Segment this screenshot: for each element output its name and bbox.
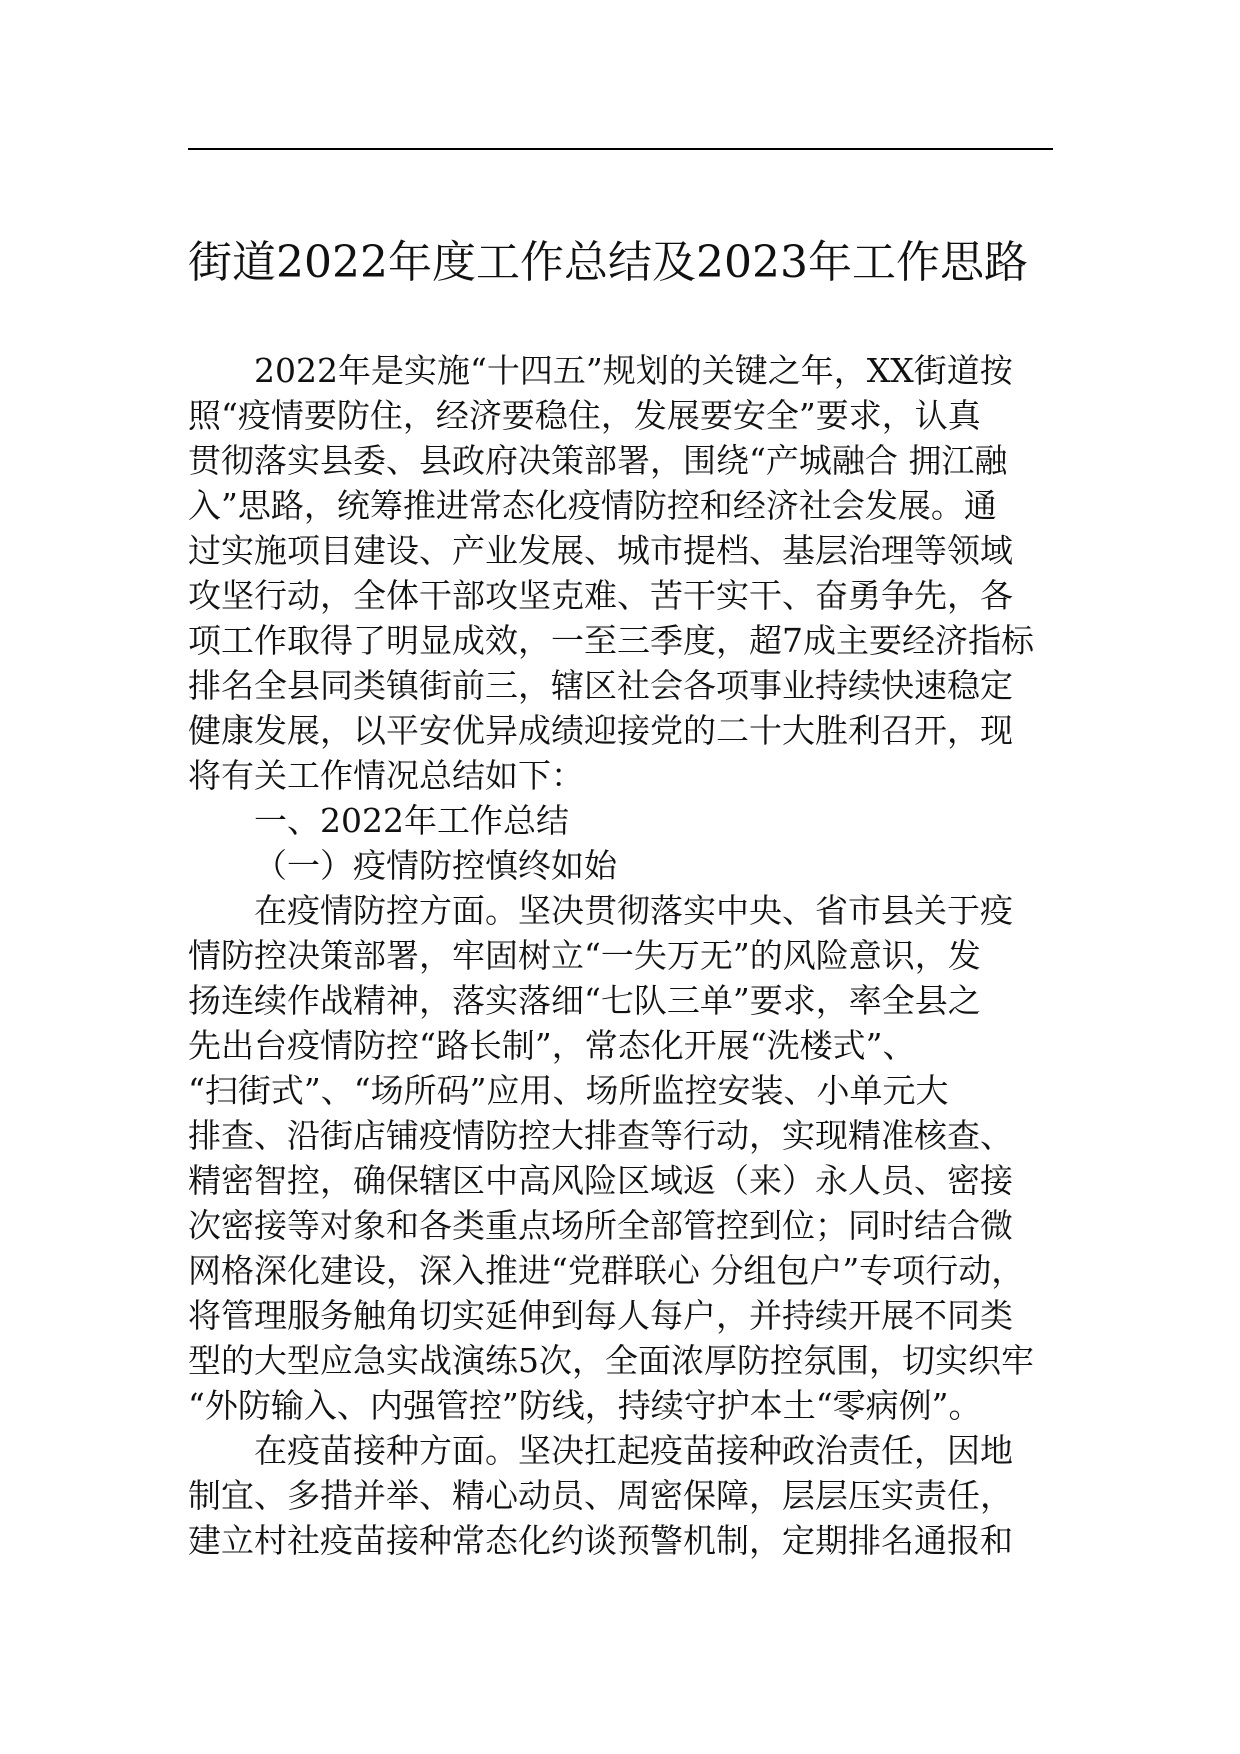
body-line: 在疫苗接种方面。坚决扛起疫苗接种政治责任，因地 — [254, 1431, 1013, 1470]
body-line: 项工作取得了明显成效，一至三季度，超7成主要经济指标 — [188, 621, 1034, 660]
body-line: 扬连续作战精神，落实落细“七队三单”要求，率全县之 — [188, 981, 981, 1020]
document-body — [188, 348, 1068, 1563]
body-line: 制宜、多措并举、精心动员、周密保障，层层压实责任， — [188, 1476, 1013, 1515]
document-title: 街道2022年度工作总结及2023年工作思路 — [188, 237, 1028, 288]
body-line: 将有关工作情况总结如下： — [188, 756, 584, 795]
body-line: 次密接等对象和各类重点场所全部管控到位；同时结合微 — [188, 1206, 1013, 1245]
body-line: 过实施项目建设、产业发展、城市提档、基层治理等领域 — [188, 531, 1013, 570]
body-line: （一）疫情防控慎终如始 — [254, 846, 617, 885]
header-rule — [188, 148, 1053, 150]
body-line: 精密智控，确保辖区中高风险区域返（来）永人员、密接 — [188, 1161, 1013, 1200]
body-line: 网格深化建设，深入推进“党群联心 分组包户”专项行动， — [188, 1251, 1025, 1290]
body-line: “外防输入、内强管控”防线，持续守护本土“零病例”。 — [188, 1386, 982, 1425]
body-line: 将管理服务触角切实延伸到每人每户，并持续开展不同类 — [188, 1296, 1013, 1335]
body-line: 2022年是实施“十四五”规划的关键之年，XX街道按 — [254, 351, 1013, 390]
body-line: 健康发展，以平安优异成绩迎接党的二十大胜利召开，现 — [188, 711, 1013, 750]
body-line: 贯彻落实县委、县政府决策部署，围绕“产城融合 拥江融 — [188, 441, 1008, 480]
body-line: 照“疫情要防住，经济要稳住，发展要安全”要求，认真 — [188, 396, 981, 435]
body-line: 情防控决策部署，牢固树立“一失万无”的风险意识，发 — [188, 936, 981, 975]
body-line: 先出台疫情防控“路长制”，常态化开展“洗楼式”、 — [188, 1026, 916, 1065]
body-line: 建立村社疫苗接种常态化约谈预警机制，定期排名通报和 — [188, 1521, 1013, 1560]
body-line: 攻坚行动，全体干部攻坚克难、苦干实干、奋勇争先，各 — [188, 576, 1013, 615]
body-line: 在疫情防控方面。坚决贯彻落实中央、省市县关于疫 — [254, 891, 1013, 930]
body-line: 入”思路，统筹推进常态化疫情防控和经济社会发展。通 — [188, 486, 997, 525]
body-line: “扫街式”、“场所码”应用、场所监控安装、小单元大 — [188, 1071, 949, 1110]
body-line: 型的大型应急实战演练5次，全面浓厚防控氛围，切实织牢 — [188, 1341, 1034, 1380]
body-line: 一、2022年工作总结 — [254, 801, 569, 840]
body-line: 排名全县同类镇街前三，辖区社会各项事业持续快速稳定 — [188, 666, 1013, 705]
body-line: 排查、沿街店铺疫情防控大排查等行动，实现精准核查、 — [188, 1116, 1013, 1155]
